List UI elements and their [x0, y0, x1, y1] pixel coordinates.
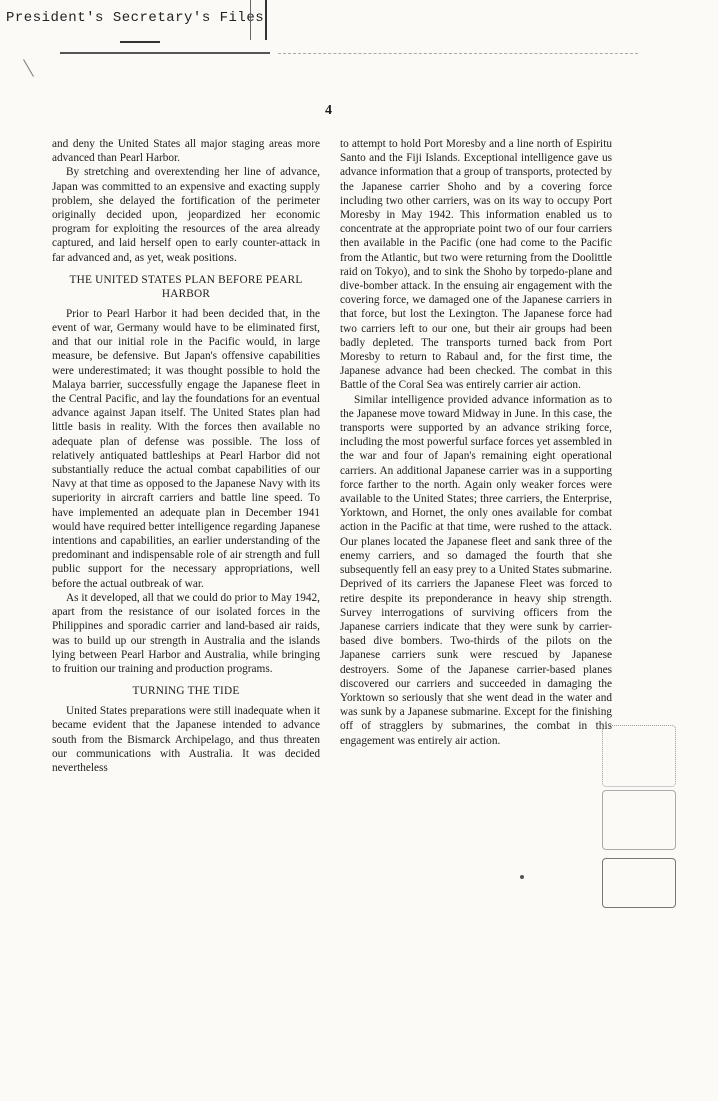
paragraph: As it developed, all that we could do prior to May 1942, apart from the resistance of our isolated forces in the Philippines and sporadic carrier and land-based air raids, was to build up our strength in Australia and the islands lying between Pearl Harbor and Australia, while bringing to fruition our training and production programs. [52, 591, 320, 675]
paragraph: United States preparations were still inadequate when it became evident that the Japanese intended to advance south from the Bismarck Archipelago, and thus threaten our communications with Australia. It was decided nevertheless [52, 705, 320, 774]
ink-dot [520, 875, 524, 879]
paragraph: Prior to Pearl Harbor it had been decided that, in the event of war, Germany would have to be eliminated first, and that our initial role in the Pacific would, in large measure, be defensive. But Japan's offensive capabilities were underestimated; it was thought possible to hold the Malaya barrier, successfully engage the Japanese fleet in the Central Pacific, and lay the foundations for an eventual advance against Japan itself. The United States plan had little basis in reality. With the forces then available no adequate plan of defense was possible. The loss of relatively antiquated battleships at Pearl Harbor did not substantially reduce the actual combat capabilities of our Navy at that time as opposed to the Japanese Navy with its superiority in aircraft carriers and battle line speed. To have implemented an adequate plan in December 1941 would have required better intelligence regarding Japanese intentions and capabilities, an earlier understanding of the predominant and indispensable role of air strength and full public support for the necessary appropriations, well before the actual outbreak of war. [52, 307, 320, 590]
left-column [52, 137, 320, 775]
paragraph: and deny the United States all major staging areas more advanced than Pearl Harbor. [52, 138, 320, 165]
header-stamp: President's Secretary's Files [6, 10, 265, 26]
divider-rule [60, 52, 270, 54]
right-column [340, 137, 612, 748]
binder-mark [602, 725, 676, 787]
divider-rule [120, 41, 160, 43]
section-heading: TURNING THE TIDE [132, 685, 240, 698]
paragraph: to attempt to hold Port Moresby and a line north of Espiritu Santo and the Fiji Islands. Exceptional intelligence gave us advance information that a group of transports, protected by the Japanese carrier Shoho and by a covering force including two other carriers, was on its way to occupy Port Moresby in May 1942. This information enabled us to concentrate at the appropriate point two of our four carriers then available in the Pacific (one had come to the Pacific from the Atlantic, but two were returning from the Doolittle raid on Tokyo), and to sink the Shoho by torpedo-plane and dive-bomber attack. In the ensuing air engagement with the covering force, we damaged one of the Japanese carriers in that force, but lost the Lexington. The Japanese force had two carriers left to our one, but their air groups had been badly depleted. The transports turned back from Port Moresby to return to Rabaul and, for the first time, the Japanese advance had been checked. The combat in this Battle of the Coral Sea was entirely carrier air action. [340, 138, 612, 392]
paragraph: Similar intelligence provided advance information as to the Japanese move toward Midway in June. In this case, the transports were supported by an advance striking force, including the most powerful surface forces yet assembled in the war and four of Japan's remaining eight operational carriers. An additional Japanese carrier was in a supporting force farther to the north. Again only weaker forces were available to the United States; three carriers, the Enterprise, Yorktown, and Hornet, the only ones available for combat action in the Pacific at that time, were rushed to the attack. Our planes located the Japanese fleet and sank three of the enemy carriers, and so damaged the fourth that she subsequently fell an easy prey to a United States submarine. Deprived of its carriers the Japanese Fleet was forced to retire despite its preponderance in heavy ship strength. Survey interrogations of surviving officers from the Japanese carriers indicate that they were sunk by carrier-based dive bombers. Two-thirds of the pilots on the Japanese carriers sunk were rescued by Japanese destroyers. Some of the Japanese carrier-based planes discovered our carriers and succeeded in damaging the Yorktown so seriously that she went dead in the water and was sunk by a Japanese submarine. Except for the finishing off of stragglers by submarines, the combat in this engagement was entirely air action. [340, 393, 612, 747]
page-number: 4 [325, 103, 332, 118]
pen-mark [23, 59, 34, 77]
section-heading: THE UNITED STATES PLAN BEFORE PEARL HARBOR [69, 273, 303, 300]
binder-mark [602, 790, 676, 850]
paragraph: By stretching and overextending her line of advance, Japan was committed to an expensive and exacting supply problem, she delayed the fortification of the perimeter originally decided upon, jeopardized her economic program for exploiting the resources of the area already captured, and laid herself open to early counter-attack in far advanced and, as yet, weak positions. [52, 166, 320, 264]
divider-rule [278, 53, 638, 54]
stamp-bracket [250, 0, 267, 40]
binder-mark [602, 858, 676, 908]
